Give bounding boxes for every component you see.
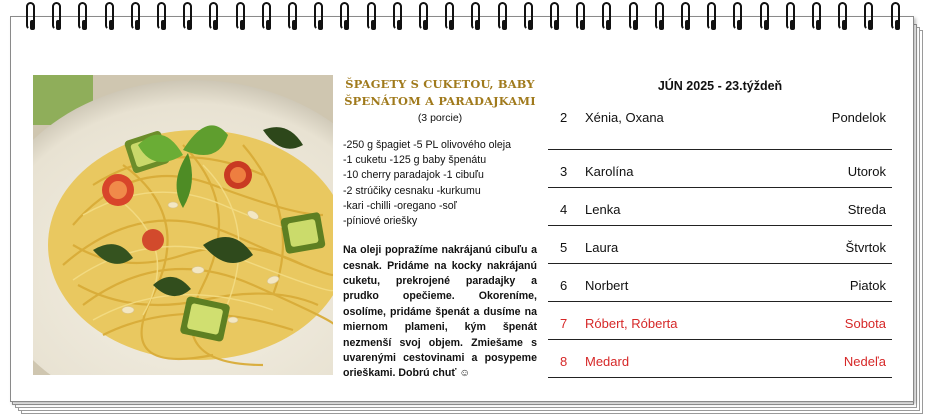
recipe-photo <box>33 75 333 375</box>
name-day: Medard <box>585 354 630 369</box>
spiral-ring <box>419 2 428 30</box>
spiral-ring <box>629 2 638 30</box>
spiral-ring <box>733 2 742 30</box>
ingredient-line: -10 cherry paradajok -1 cibuľu <box>343 169 484 182</box>
name-day: Xénia, Oxana <box>585 110 664 125</box>
ingredient-line: -píniové oriešky <box>343 215 418 228</box>
day-number: 7 <box>560 316 568 331</box>
name-day: Laura <box>585 240 619 255</box>
spiral-ring <box>891 2 900 30</box>
calendar-day-row <box>548 98 892 150</box>
ingredient-line: -250 g špagiet -5 PL olivového oleja <box>343 139 512 151</box>
calendar-day-row <box>548 264 892 302</box>
spiral-ring <box>707 2 716 30</box>
spaghetti-plate-illustration <box>33 75 333 375</box>
day-number: 3 <box>560 164 568 179</box>
spiral-ring <box>183 2 192 30</box>
weekday-name: Piatok <box>849 278 886 293</box>
spiral-ring <box>524 2 533 30</box>
weekday-name: Streda <box>847 202 886 217</box>
weekday-name: Nedeľa <box>843 354 886 369</box>
day-number: 4 <box>560 202 568 217</box>
ingredient-line: -2 strúčiky cesnaku -kurkumu <box>343 184 481 197</box>
spiral-ring <box>157 2 166 30</box>
recipe-panel <box>343 76 537 382</box>
calendar-day-row <box>548 188 892 226</box>
weekday-name: Štvrtok <box>845 240 886 255</box>
recipe-portions: (3 porcie) <box>417 112 463 124</box>
spiral-ring <box>786 2 795 30</box>
ingredient-list <box>343 138 537 229</box>
spiral-ring <box>760 2 769 30</box>
calendar-day-row <box>548 226 892 264</box>
spiral-ring <box>262 2 271 30</box>
spiral-ring <box>655 2 664 30</box>
spiral-ring <box>131 2 140 30</box>
spiral-ring <box>838 2 847 30</box>
weekday-name: Sobota <box>844 316 886 331</box>
spiral-ring <box>576 2 585 30</box>
ingredient-line: -kari -chilli -oregano -soľ <box>343 199 457 212</box>
calendar-day-row <box>548 150 892 188</box>
calendar-day-row-weekend <box>548 302 892 340</box>
spiral-ring <box>393 2 402 30</box>
weekday-name: Utorok <box>847 164 886 179</box>
name-day: Lenka <box>585 202 621 217</box>
spiral-ring <box>602 2 611 30</box>
spiral-ring <box>445 2 454 30</box>
spiral-ring <box>812 2 821 30</box>
recipe-title: ŠPAGETY S CUKETOU, BABY ŠPENÁTOM A PARADAJKAMI <box>344 77 536 108</box>
weekday-name: Pondelok <box>831 110 886 125</box>
name-day: Róbert, Róberta <box>585 316 678 331</box>
spiral-ring <box>105 2 114 30</box>
spiral-ring <box>471 2 480 30</box>
week-calendar <box>548 76 892 378</box>
spiral-ring <box>314 2 323 30</box>
spiral-ring <box>26 2 35 30</box>
spiral-ring <box>864 2 873 30</box>
spiral-ring <box>681 2 690 30</box>
recipe-instructions: Na oleji popražíme nakrájanú cibuľu a cesnak. Pridáme na kocky nakrájanú cuketu, prekrojené paradajky a prudko opečieme. Okoreníme, osolíme, pridáme špenát a dusíme na miernom plameni, kým špenát nezmenší svoj objem. Zmiešame s uvarenými cestovinami a posypeme orieškami. Dobrú chuť ☺ <box>343 244 537 380</box>
day-number: 5 <box>560 240 568 255</box>
ingredient-line: -1 cuketu -125 g baby špenátu <box>343 154 487 167</box>
day-number: 2 <box>560 110 568 125</box>
spiral-ring <box>236 2 245 30</box>
calendar-title: JÚN 2025 - 23.týždeň <box>657 79 783 93</box>
spiral-ring <box>340 2 349 30</box>
day-number: 6 <box>560 278 568 293</box>
spiral-ring <box>498 2 507 30</box>
spiral-ring <box>78 2 87 30</box>
day-number: 8 <box>560 354 568 369</box>
spiral-ring <box>288 2 297 30</box>
spiral-ring <box>209 2 218 30</box>
spiral-binding <box>0 0 927 36</box>
name-day: Norbert <box>585 278 629 293</box>
spiral-ring <box>550 2 559 30</box>
spiral-ring <box>52 2 61 30</box>
calendar-day-row-weekend <box>548 340 892 378</box>
name-day: Karolína <box>585 164 634 179</box>
spiral-ring <box>367 2 376 30</box>
